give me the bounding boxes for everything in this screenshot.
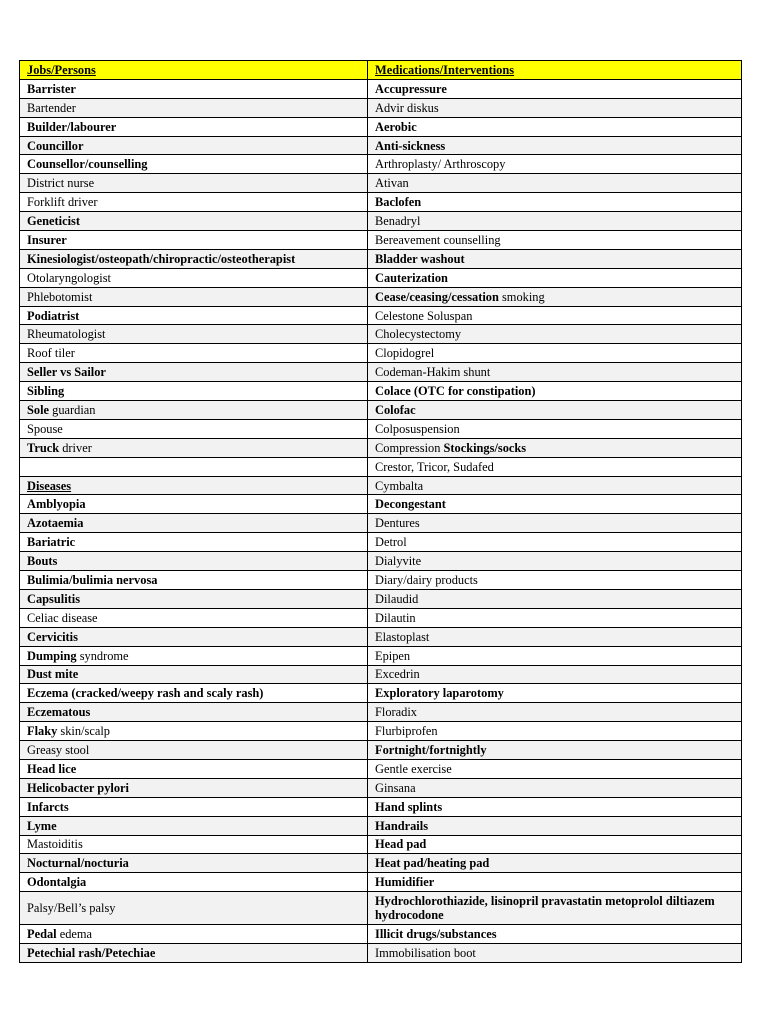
cell-term: Hand splints: [375, 799, 443, 814]
cell-text: syndrome: [76, 648, 129, 663]
cell-term: Bouts: [27, 554, 58, 569]
cell-term: Flaky: [27, 724, 58, 739]
left-cell: [20, 117, 368, 136]
cell-term: Odontalgia: [27, 875, 87, 890]
table-row: [20, 552, 742, 571]
left-cell: [20, 925, 368, 944]
cell-text: Excedrin: [375, 667, 420, 682]
cell-term: Lyme: [27, 818, 57, 833]
table-row: [20, 438, 742, 457]
left-cell: [20, 287, 368, 306]
cell-term: Councillor: [27, 138, 84, 153]
cell-text: Benadryl: [375, 214, 421, 229]
left-cell: [20, 722, 368, 741]
cell-text: Flurbiprofen: [375, 724, 438, 739]
cell-text: Epipen: [375, 648, 411, 663]
left-cell: [20, 174, 368, 193]
cell-text: Roof tiler: [27, 346, 75, 361]
table-row: [20, 571, 742, 590]
left-cell: [20, 684, 368, 703]
cell-term: Nocturnal/nocturia: [27, 856, 129, 871]
cell-term: Decongestant: [375, 497, 446, 512]
right-cell: [368, 514, 742, 533]
table-row: [20, 665, 742, 684]
cell-text: driver: [59, 440, 92, 455]
cell-text: Codeman-Hakim shunt: [375, 365, 491, 380]
right-cell: [368, 703, 742, 722]
cell-text: Spouse: [27, 421, 63, 436]
table-row: [20, 703, 742, 722]
right-cell: [368, 759, 742, 778]
cell-text: Advir diskus: [375, 100, 439, 115]
cell-text: Cymbalta: [375, 478, 424, 493]
cell-text: Ginsana: [375, 780, 416, 795]
left-cell: [20, 552, 368, 571]
cell-term: Cauterization: [375, 270, 448, 285]
table-row: [20, 79, 742, 98]
table-row: [20, 249, 742, 268]
right-cell: [368, 344, 742, 363]
left-cell: [20, 608, 368, 627]
cell-text: Phlebotomist: [27, 289, 93, 304]
cell-text: Arthroplasty/ Arthroscopy: [375, 157, 506, 172]
left-cell: [20, 759, 368, 778]
table-row: [20, 117, 742, 136]
left-cell: [20, 944, 368, 963]
left-cell: [20, 155, 368, 174]
cell-term: Heat pad/heating pad: [375, 856, 490, 871]
right-cell: [368, 722, 742, 741]
cell-term: Colofac: [375, 402, 416, 417]
cell-term: Illicit drugs/substances: [375, 927, 497, 942]
right-cell: [368, 854, 742, 873]
cell-text: Crestor, Tricor, Sudafed: [375, 459, 494, 474]
left-cell: [20, 79, 368, 98]
left-cell: [20, 419, 368, 438]
medications-interventions-header: Medications/Interventions: [368, 61, 742, 80]
right-cell: [368, 155, 742, 174]
cell-term: Geneticist: [27, 214, 80, 229]
right-cell: [368, 401, 742, 420]
cell-term: Barrister: [27, 81, 76, 96]
cell-term: Capsulitis: [27, 591, 81, 606]
right-cell: [368, 589, 742, 608]
cell-text: Immobilisation boot: [375, 946, 476, 961]
left-cell: [20, 344, 368, 363]
cell-term: Amblyopia: [27, 497, 86, 512]
table-row: [20, 835, 742, 854]
cell-term: Exploratory laparotomy: [375, 686, 504, 701]
table-row: [20, 589, 742, 608]
left-cell: [20, 646, 368, 665]
left-cell: [20, 193, 368, 212]
table-row: [20, 722, 742, 741]
cell-term: Cease/ceasing/cessation: [375, 289, 499, 304]
cell-text: skin/scalp: [57, 724, 110, 739]
left-cell: [20, 382, 368, 401]
table-row: [20, 344, 742, 363]
table-row: [20, 419, 742, 438]
cell-text: guardian: [49, 402, 96, 417]
right-cell: [368, 797, 742, 816]
table-row: [20, 816, 742, 835]
right-cell: [368, 287, 742, 306]
table-row: [20, 382, 742, 401]
right-cell: [368, 174, 742, 193]
table-row: [20, 495, 742, 514]
table-row: [20, 646, 742, 665]
right-cell: [368, 306, 742, 325]
left-cell: [20, 835, 368, 854]
cell-term: Pedal: [27, 927, 57, 942]
cell-text: Celiac disease: [27, 610, 98, 625]
cell-text: Cholecystectomy: [375, 327, 462, 342]
table-row: [20, 363, 742, 382]
table-row: [20, 98, 742, 117]
right-cell: [368, 98, 742, 117]
cell-term: Head lice: [27, 761, 77, 776]
table-row: [20, 854, 742, 873]
cell-term: Bariatric: [27, 535, 76, 550]
left-cell: [20, 306, 368, 325]
table-row: [20, 231, 742, 250]
right-cell: [368, 476, 742, 495]
cell-term: Insurer: [27, 232, 67, 247]
table-row: [20, 533, 742, 552]
cell-term: Kinesiologist/osteopath/chiropractic/osteotherapist: [27, 251, 296, 266]
cell-text: Bereavement counselling: [375, 232, 501, 247]
table-row: [20, 457, 742, 476]
cell-term: Humidifier: [375, 875, 435, 890]
right-cell: [368, 944, 742, 963]
cell-term: Colace (OTC for constipation): [375, 384, 536, 399]
cell-text: smoking: [498, 289, 545, 304]
right-cell: [368, 363, 742, 382]
cell-term: Handrails: [375, 818, 429, 833]
cell-text: Dilautin: [375, 610, 416, 625]
right-cell: [368, 778, 742, 797]
right-cell: [368, 457, 742, 476]
table-row: [20, 778, 742, 797]
table-row: [20, 627, 742, 646]
cell-term: Fortnight/fortnightly: [375, 743, 487, 757]
cell-term: Sole: [27, 402, 50, 417]
table-row: [20, 741, 742, 760]
cell-text: Floradix: [375, 705, 417, 720]
cell-text: Dilaudid: [375, 591, 419, 606]
cell-text: Palsy/Bell’s palsy: [27, 901, 116, 916]
cell-term: Sibling: [27, 384, 65, 399]
cell-text: Celestone Soluspan: [375, 308, 473, 323]
table-row: [20, 155, 742, 174]
table-row: [20, 401, 742, 420]
left-cell: [20, 665, 368, 684]
right-cell: [368, 533, 742, 552]
left-cell: [20, 627, 368, 646]
jobs-persons-header: Jobs/Persons: [20, 61, 368, 80]
right-cell: [368, 495, 742, 514]
left-cell: [20, 231, 368, 250]
cell-text: Ativan: [375, 176, 409, 191]
cell-term: Stockings/socks: [443, 440, 527, 455]
right-cell: [368, 382, 742, 401]
right-cell: [368, 873, 742, 892]
right-cell: [368, 438, 742, 457]
cell-term: Bulimia/bulimia nervosa: [27, 572, 158, 587]
cell-text: Dialyvite: [375, 554, 422, 569]
right-cell: [368, 665, 742, 684]
table-row: [20, 287, 742, 306]
right-cell: [368, 627, 742, 646]
cell-term: Anti-sickness: [375, 138, 446, 153]
right-cell: [368, 552, 742, 571]
left-cell: [20, 363, 368, 382]
table-row: [20, 925, 742, 944]
right-cell: [368, 231, 742, 250]
table-row: [20, 174, 742, 193]
cell-text: Diary/dairy products: [375, 572, 478, 587]
header-row: [20, 61, 742, 80]
left-cell: [20, 268, 368, 287]
cell-term: Petechial rash/Petechiae: [27, 946, 156, 961]
right-cell: [368, 608, 742, 627]
cell-term: Counsellor/counselling: [27, 157, 148, 172]
table-row: [20, 136, 742, 155]
cell-text: Colposuspension: [375, 421, 460, 436]
cell-text: Compression: [375, 440, 444, 455]
cell-term: Bladder washout: [375, 251, 465, 266]
cell-text: Gentle exercise: [375, 761, 452, 776]
cell-term: Aerobic: [375, 119, 417, 134]
left-cell: [20, 457, 368, 476]
left-cell: [20, 98, 368, 117]
table-row: [20, 892, 742, 925]
left-cell: [20, 589, 368, 608]
cell-term: Hydrochlorothiazide, lisinopril pravastatin metoprolol diltiazem hydrocodone: [375, 894, 715, 923]
left-cell: [20, 212, 368, 231]
cell-term: Azotaemia: [27, 516, 84, 531]
left-cell: [20, 741, 368, 760]
left-cell: [20, 136, 368, 155]
table-body: [20, 61, 742, 963]
right-cell: [368, 268, 742, 287]
diseases-header: Diseases: [20, 476, 368, 495]
left-cell: [20, 571, 368, 590]
left-cell: [20, 797, 368, 816]
right-cell: [368, 117, 742, 136]
cell-term: Eczematous: [27, 705, 91, 720]
left-cell: [20, 703, 368, 722]
table-row: [20, 514, 742, 533]
right-cell: [368, 193, 742, 212]
cell-text: Greasy stool: [27, 743, 90, 757]
cell-term: Head pad: [375, 837, 427, 852]
right-cell: [368, 136, 742, 155]
left-cell: [20, 514, 368, 533]
cell-term: Builder/labourer: [27, 119, 117, 134]
left-cell: [20, 438, 368, 457]
cell-text: Rheumatologist: [27, 327, 106, 342]
right-cell: [368, 325, 742, 344]
table-row: [20, 797, 742, 816]
right-cell: [368, 419, 742, 438]
right-cell: [368, 835, 742, 854]
table-row: [20, 193, 742, 212]
cell-text: Clopidogrel: [375, 346, 435, 361]
left-cell: [20, 892, 368, 925]
cell-text: Elastoplast: [375, 629, 430, 644]
left-cell: [20, 873, 368, 892]
cell-term: Seller vs Sailor: [27, 365, 106, 380]
table-row: [20, 944, 742, 963]
right-cell: [368, 684, 742, 703]
right-cell: [368, 892, 742, 925]
cell-text: Bartender: [27, 100, 76, 115]
table-row: [20, 873, 742, 892]
right-cell: [368, 925, 742, 944]
cell-term: Infarcts: [27, 799, 69, 814]
cell-text: edema: [56, 927, 93, 942]
cell-term: Podiatrist: [27, 308, 80, 323]
right-cell: [368, 646, 742, 665]
table-row: [20, 306, 742, 325]
left-cell: [20, 816, 368, 835]
right-cell: [368, 79, 742, 98]
cell-term: Dumping: [27, 648, 77, 663]
right-cell: [368, 249, 742, 268]
left-cell: [20, 495, 368, 514]
cell-text: Detrol: [375, 535, 407, 550]
cell-text: Dentures: [375, 516, 420, 531]
cell-term: Cervicitis: [27, 629, 78, 644]
table-row: [20, 268, 742, 287]
cell-term: Accupressure: [375, 81, 447, 96]
left-cell: [20, 249, 368, 268]
table-row: [20, 608, 742, 627]
cell-text: Forklift driver: [27, 195, 98, 210]
table-row: [20, 325, 742, 344]
left-cell: [20, 533, 368, 552]
cell-text: District nurse: [27, 176, 95, 191]
right-cell: [368, 212, 742, 231]
cell-text: Otolaryngologist: [27, 270, 111, 285]
left-cell: [20, 778, 368, 797]
cell-term: Helicobacter pylori: [27, 780, 129, 795]
cell-term: Eczema (cracked/weepy rash and scaly rash): [27, 686, 264, 701]
cell-term: Baclofen: [375, 195, 422, 210]
left-cell: [20, 854, 368, 873]
cell-term: Dust mite: [27, 667, 79, 682]
right-cell: [368, 571, 742, 590]
right-cell: [368, 816, 742, 835]
left-cell: [20, 401, 368, 420]
table-row: [20, 476, 742, 495]
left-cell: [20, 325, 368, 344]
cell-text: Mastoiditis: [27, 837, 83, 852]
table-row: [20, 684, 742, 703]
terminology-table: [19, 60, 742, 963]
table-row: [20, 759, 742, 778]
right-cell: [368, 741, 742, 760]
cell-term: Truck: [27, 440, 60, 455]
table-row: [20, 212, 742, 231]
